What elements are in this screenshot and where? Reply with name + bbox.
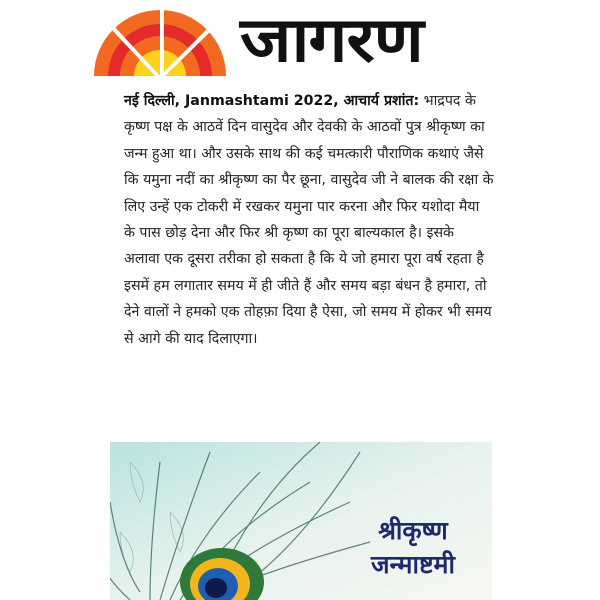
article-dateline: नई दिल्ली, Janmashtami 2022, आचार्य प्रशांत: [124, 93, 420, 109]
hero-title [338, 514, 488, 582]
hero-title-line1: श्रीकृष्ण [378, 516, 448, 545]
brand-wordmark[interactable]: जागरण [240, 3, 423, 76]
masthead [90, 4, 510, 80]
article-body [124, 88, 494, 352]
article-text: भाद्रपद के कृष्ण पक्ष के आठवें दिन वासुदेव और देवकी के आठवों पुत्र श्रीकृष्ण का जन्म हुआ था। और उसके साथ की कई चमत्कारी पौराणिक कथाएं जैसे कि यमुना नदीं का श्रीकृष्ण का पैर छूना, वासुदेव जी ने बालक की रक्षा के लिए उन्हें एक टोकरी में रखकर यमुना पार करना और फिर यशोदा मैया के पास छोड़ देना और फिर श्री कृष्ण का पूरा बाल्यकाल है। इसके अलावा एक दूसरा तरीका हो सकता है कि ये जो हमारा पूरा वर्ष रहता है इसमें हम लगातार समय में ही जीते हैं और समय बड़ा बंधन है हमारा, तो देने वालों ने हमको एक तोहफ़ा दिया है ऐसा, जो समय में होकर भी समय से आगे की याद दिलाएगा। [124, 93, 494, 347]
hero-title-line2: जन्माष्टमी [371, 550, 455, 579]
sun-logo-icon [90, 6, 230, 76]
hero-image [110, 442, 492, 600]
